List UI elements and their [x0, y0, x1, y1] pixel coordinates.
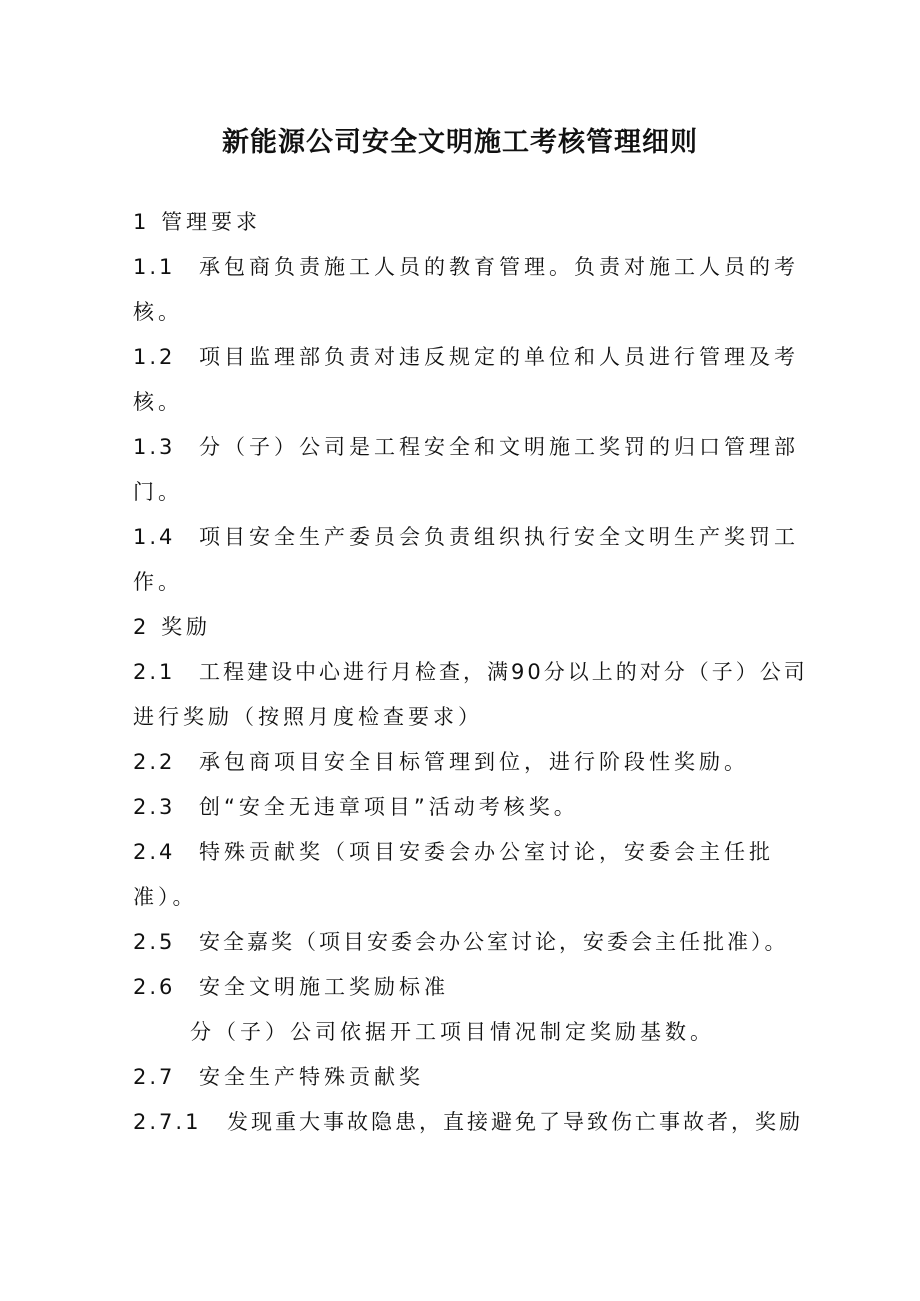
clause-number: 1.2 — [133, 345, 176, 369]
clause-number: 2.5 — [133, 930, 176, 954]
clause-continuation — [133, 387, 183, 417]
clause-text: 核。 — [133, 390, 183, 414]
clause-continuation — [133, 882, 198, 912]
clause-text: 分（子）公司是工程安全和文明施工奖罚的归口管理部 — [199, 435, 799, 459]
clause — [133, 657, 808, 687]
clause-number: 2.7.1 — [133, 1110, 202, 1134]
document-title: 新能源公司安全文明施工考核管理细则 — [222, 127, 698, 158]
clause-number: 2.2 — [133, 750, 176, 774]
clause-text: 安全生产特殊贡献奖 — [199, 1065, 424, 1089]
clause — [133, 522, 799, 552]
clause-continuation — [133, 567, 183, 597]
clause — [133, 1062, 424, 1092]
clause-text: 核。 — [133, 300, 183, 324]
clause-text: 承包商项目安全目标管理到位，进行阶段性奖励。 — [199, 750, 749, 774]
section-number: 1 — [133, 210, 151, 234]
clause-text: 创“安全无违章项目”活动考核奖。 — [199, 795, 579, 819]
clause-number: 2.3 — [133, 795, 176, 819]
clause — [133, 972, 449, 1002]
clause-text: 进行奖励（按照月度检查要求） — [133, 705, 483, 729]
clause-number: 1.4 — [133, 525, 176, 549]
section-number: 2 — [133, 615, 151, 639]
indented-paragraph — [190, 1017, 715, 1047]
clause — [133, 792, 579, 822]
section-heading — [133, 612, 211, 642]
section-text: 奖励 — [161, 615, 212, 639]
clause-number: 2.4 — [133, 840, 176, 864]
clause-text: 作。 — [133, 570, 183, 594]
clause — [133, 747, 749, 777]
paragraph-text: 分（子）公司依据开工项目情况制定奖励基数。 — [190, 1020, 715, 1044]
clause-number: 2.6 — [133, 975, 176, 999]
clause-text: 准）。 — [133, 885, 198, 909]
clause — [133, 342, 799, 372]
clause-number: 1.1 — [133, 255, 176, 279]
clause-continuation — [133, 297, 183, 327]
clause-text: 承包商负责施工人员的教育管理。负责对施工人员的考 — [199, 255, 799, 279]
clause-text: 项目监理部负责对违反规定的单位和人员进行管理及考 — [199, 345, 799, 369]
clause — [133, 252, 799, 282]
clause-text: 发现重大事故隐患，直接避免了导致伤亡事故者，奖励 — [227, 1110, 803, 1134]
section-heading — [133, 207, 261, 237]
section-text: 管理要求 — [161, 210, 262, 234]
clause — [133, 1107, 803, 1137]
clause-text: 项目安全生产委员会负责组织执行安全文明生产奖罚工 — [199, 525, 799, 549]
clause — [133, 837, 774, 867]
clause-text: 工程建设中心进行月检查，满90分以上的对分（子）公司 — [199, 660, 808, 684]
clause-continuation — [133, 477, 183, 507]
clause-text: 特殊贡献奖（项目安委会办公室讨论，安委会主任批 — [199, 840, 774, 864]
clause — [133, 927, 789, 957]
clause-number: 2.1 — [133, 660, 176, 684]
clause-continuation — [133, 702, 483, 732]
clause-number: 1.3 — [133, 435, 176, 459]
clause-text: 安全文明施工奖励标准 — [199, 975, 449, 999]
clause-text: 门。 — [133, 480, 183, 504]
clause-text: 安全嘉奖（项目安委会办公室讨论，安委会主任批准）。 — [199, 930, 789, 954]
clause — [133, 432, 799, 462]
clause-number: 2.7 — [133, 1065, 176, 1089]
